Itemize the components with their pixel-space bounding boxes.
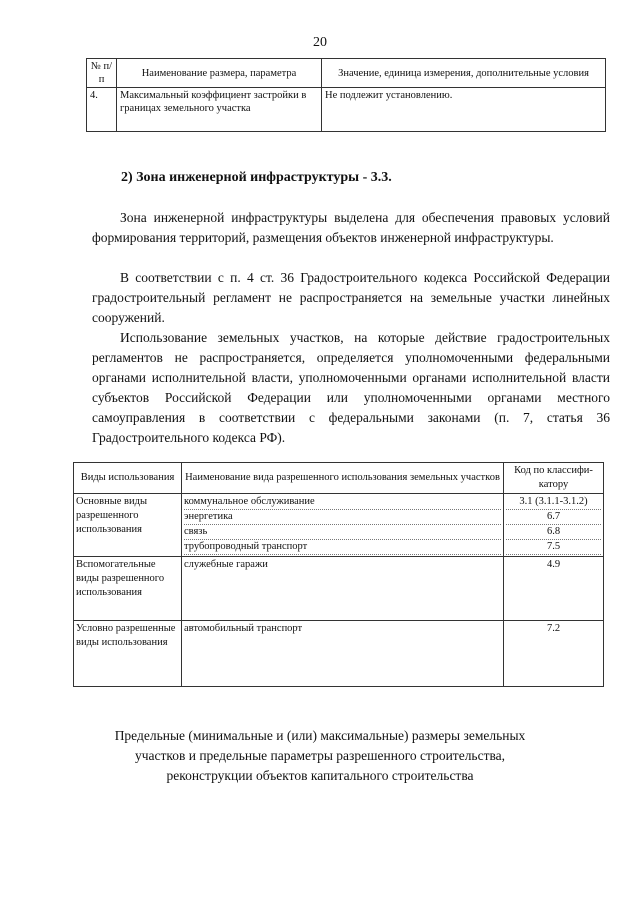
parameters-table (86, 58, 606, 132)
code-item: 4.9 (546, 559, 561, 570)
table-header-row (87, 59, 606, 88)
list-item: автомобильный транспорт (184, 623, 303, 634)
title-line: реконструкции объектов капитального строительства (166, 768, 474, 783)
use-codes-conditional (504, 621, 604, 687)
header-use-type: Виды использования (74, 463, 182, 494)
code-item: 3.1 (3.1.1-3.1.2) (506, 495, 601, 510)
header-parameter-name: Наименование размера, параметра (117, 59, 322, 88)
paragraph-land-use: Использование земельных участков, на которые действие градостроительных регламентов не распространяется, определяется уполномоченными федеральными органами исполнительной власти, уполномоченными органами исполнительной власти субъектов Российской Федерации или уполномоченными органами местного самоуправления в соответствии с федеральными законами (п. 7, статья 36 Градостроительного кодекса РФ). (92, 330, 610, 445)
table-row-main-uses (74, 494, 604, 557)
list-item: трубопроводный транспорт (184, 540, 501, 555)
list-item: связь (184, 525, 501, 540)
title-line: участков и предельные параметры разрешенного строительства, (134, 748, 506, 763)
use-names-conditional (182, 621, 504, 687)
header-use-name: Наименование вида разрешенного использования земельных участков (182, 463, 504, 494)
header-code: Код по классифи-катору (504, 463, 604, 494)
row-number: 4. (87, 88, 117, 132)
header-number: № п/п (87, 59, 117, 88)
list-item: коммунальное обслуживание (184, 495, 501, 510)
table-header-row (74, 463, 604, 494)
row-value: Не подлежит установлению. (322, 88, 606, 132)
table-row-auxiliary-uses (74, 557, 604, 621)
use-names-main (182, 494, 504, 557)
use-type-conditional: Условно разрешенные виды использования (74, 621, 182, 687)
use-type-auxiliary: Вспомогательные виды разрешенного использования (74, 557, 182, 621)
use-codes-auxiliary (504, 557, 604, 621)
code-item: 7.5 (506, 540, 601, 555)
header-value: Значение, единица измерения, дополнительные условия (322, 59, 606, 88)
title-line: Предельные (минимальные и (или) максимальные) размеры земельных (114, 728, 526, 743)
code-item: 6.7 (506, 510, 601, 525)
code-item: 7.2 (546, 623, 561, 634)
code-item: 6.8 (506, 525, 601, 540)
page-number: 20 (313, 35, 327, 50)
use-names-auxiliary (182, 557, 504, 621)
section-title-limits (0, 726, 640, 786)
list-item: служебные гаражи (184, 559, 268, 570)
paragraph-zone-description: Зона инженерной инфраструктуры выделена для обеспечения правовых условий формирования территорий, размещения объектов инженерной инфраструктуры. (92, 210, 610, 245)
use-codes-main (504, 494, 604, 557)
list-item: энергетика (184, 510, 501, 525)
use-type-main: Основные виды разрешенного использования (74, 494, 182, 557)
section-heading: 2) Зона инженерной инфраструктуры - 3.3. (121, 170, 392, 185)
row-parameter-name: Максимальный коэффициент застройки в границах земельного участка (117, 88, 322, 132)
table-row (87, 88, 606, 132)
permitted-use-table (73, 462, 604, 687)
paragraph-code-reference: В соответствии с п. 4 ст. 36 Градостроительного кодекса Российской Федерации градостроительный регламент не распространяется на земельные участки линейных сооружений. (92, 270, 610, 325)
table-row-conditional-uses (74, 621, 604, 687)
